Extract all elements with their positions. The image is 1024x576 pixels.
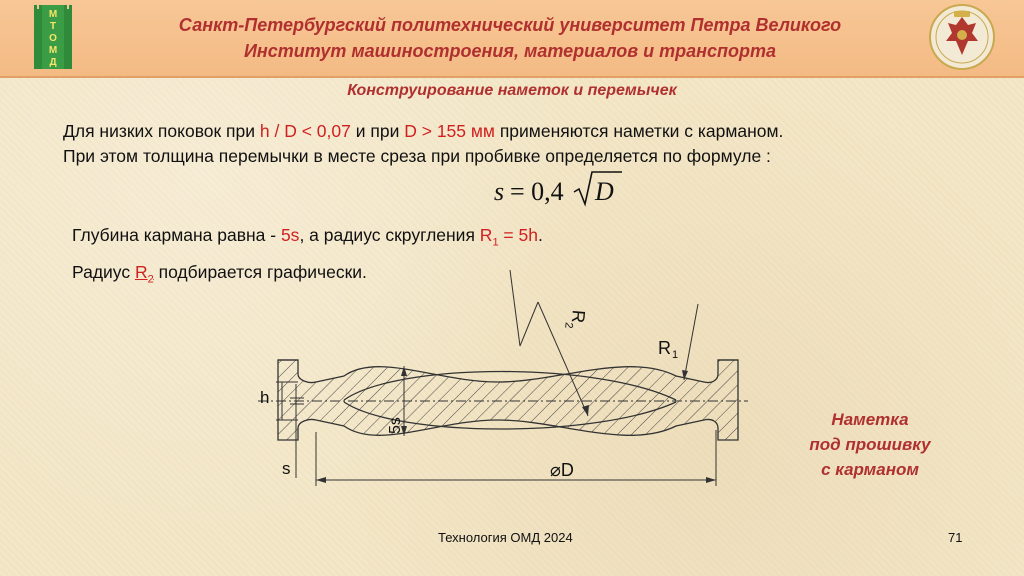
label-r2-letter: R	[567, 309, 589, 324]
text-run: .	[537, 225, 543, 245]
radius-r1-subscript: 1	[492, 236, 499, 249]
university-emblem-icon	[928, 3, 996, 71]
label-r1-letter: R	[658, 338, 671, 358]
paragraph-pocket-depth	[72, 225, 543, 249]
tower-logo-icon	[32, 3, 74, 71]
section-title: Конструирование наметок и перемычек	[347, 82, 677, 99]
logo-letter: Т	[49, 21, 57, 32]
logo-letter: М	[48, 9, 58, 20]
caption-line: под прошивку	[809, 435, 931, 454]
text-run: и при	[350, 121, 405, 141]
text-run: подбирается графически.	[153, 262, 367, 282]
paragraph-formula-intro: При этом толщина перемычки в месте среза при пробивке определяется по формуле :	[63, 146, 771, 166]
text-run: Глубина кармана равна -	[72, 225, 281, 245]
condition-ratio: h / D < 0,07	[259, 121, 351, 141]
condition-diameter: D > 155 мм	[404, 121, 495, 141]
institute-name: Институт машиностроения, материалов и транспорта	[243, 41, 777, 61]
label-diameter: ⌀D	[550, 460, 574, 480]
radius-r1	[479, 225, 538, 249]
label-r2-subscript: 2	[562, 321, 575, 329]
footer-course: Технология ОМД 2024	[438, 530, 573, 545]
label-5s: 5s	[387, 417, 404, 434]
label-r1-subscript: 1	[672, 349, 679, 361]
header-bar	[0, 0, 1024, 78]
formula-coefficient: = 0,4	[510, 177, 564, 206]
university-name: Санкт-Петербургский политехнический университет Петра Великого	[178, 15, 842, 35]
formula-s: s	[494, 177, 505, 206]
radius-r2	[134, 262, 154, 286]
formula	[482, 166, 642, 210]
radius-r2-subscript: 2	[147, 273, 154, 286]
text-run: Для низких поковок при	[63, 121, 260, 141]
label-h: h	[260, 388, 270, 407]
formula-D: D	[595, 177, 614, 206]
caption-line: Наметка	[831, 410, 909, 429]
radius-r1-value: = 5h	[498, 225, 538, 245]
radius-r1-letter: R	[479, 225, 493, 245]
text-run: Радиус	[72, 262, 135, 282]
radius-r2-letter: R	[134, 262, 148, 282]
text-run: применяются наметки с карманом.	[494, 121, 784, 141]
logo-letter: Д	[49, 57, 57, 68]
text-run: , а радиус скругления	[299, 225, 480, 245]
caption-line: с карманом	[821, 460, 919, 479]
forging-drawing	[238, 262, 758, 498]
logo-letter: М	[48, 45, 58, 56]
paragraph-conditions	[63, 121, 783, 142]
label-r2	[562, 309, 589, 330]
slide-number: 71	[948, 530, 963, 545]
label-s: s	[282, 459, 291, 478]
logo-letter: О	[49, 33, 57, 44]
pocket-depth-value: 5s	[280, 225, 300, 245]
